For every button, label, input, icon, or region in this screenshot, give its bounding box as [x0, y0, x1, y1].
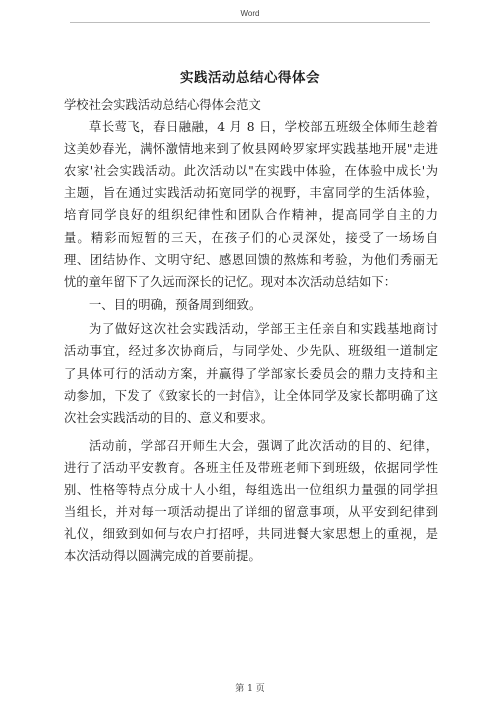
document-subtitle: 学校社会实践活动总结心得体会范文	[64, 98, 261, 112]
paragraph-line: 进行了活动平安教育。各班主任及带班老师下到班级，依据同学性	[64, 460, 438, 475]
paragraph	[64, 318, 438, 428]
paragraph-line: 农家'社会实践活动。此次活动以"在实践中体验，在体验中成长'为	[64, 164, 438, 179]
paragraph-line: 培育同学良好的组织纪律性和团队合作精神，提高同学自主的力	[64, 208, 438, 223]
paragraph-line: 忧的童年留下了久远而深长的记忆。现对本次活动总结如下：	[64, 274, 397, 289]
document-body	[64, 94, 438, 567]
paragraph-line: 量。精彩而短暂的三天，在孩子们的心灵深处，接受了一场场自	[64, 230, 438, 245]
paragraph-line: 本次活动得以圆满完成的首要前提。	[64, 549, 261, 564]
header-divider	[70, 22, 430, 23]
paragraph	[64, 435, 438, 568]
paragraph-line: 动参加，下发了《致家长的一封信》，让全体同学及家长都明确了这	[64, 388, 438, 403]
paragraph-line: 草长莺飞，春日融融，4 月 8 日，学校部五班级全体师生趁着	[89, 120, 438, 135]
page-number: 第 1 页	[235, 684, 265, 694]
paragraph-line: 别、性格等特点分成十人小组，每组选出一位组织力量强的同学担	[64, 483, 438, 497]
paragraph-line: 主题，旨在通过实践活动拓宽同学的视野，丰富同学的生活体验，	[64, 186, 438, 201]
section-heading: 一、目的明确，预备周到细致。	[89, 297, 262, 312]
paragraph-line: 当组长，并对每一项活动提出了详细的留意事项，从平安到纪律到	[64, 505, 438, 520]
paragraph	[64, 116, 438, 293]
paragraph-line: 礼仪，细致到如何与农户打招呼，共同进餐大家思想上的重视，是	[64, 527, 438, 542]
paragraph-line: 次社会实践活动的目的、意义和要求。	[64, 410, 274, 425]
paragraph-line: 这美妙春光，满怀激情地来到了攸县网岭罗家坪实践基地开展"走进	[64, 142, 438, 157]
paragraph-line: 理、团结协作、文明守纪、感恩回馈的熬炼和考验，为他们秀丽无	[64, 252, 438, 267]
document-title: 实践活动总结心得体会	[180, 70, 320, 86]
paragraph-line: 活动事宜，经过多次协商后，与同学处、少先队、班级组一道制定	[64, 344, 438, 359]
paragraph-line: 活动前，学部召开师生大会，强调了此次活动的目的、纪律，	[89, 438, 438, 453]
paragraph-line: 了具体可行的活动方案，并赢得了学部家长委员会的鼎力支持和主	[64, 366, 438, 381]
app-header-label: Word	[240, 9, 260, 18]
paragraph-line: 为了做好这次社会实践活动，学部王主任亲自和实践基地商讨	[89, 322, 438, 337]
